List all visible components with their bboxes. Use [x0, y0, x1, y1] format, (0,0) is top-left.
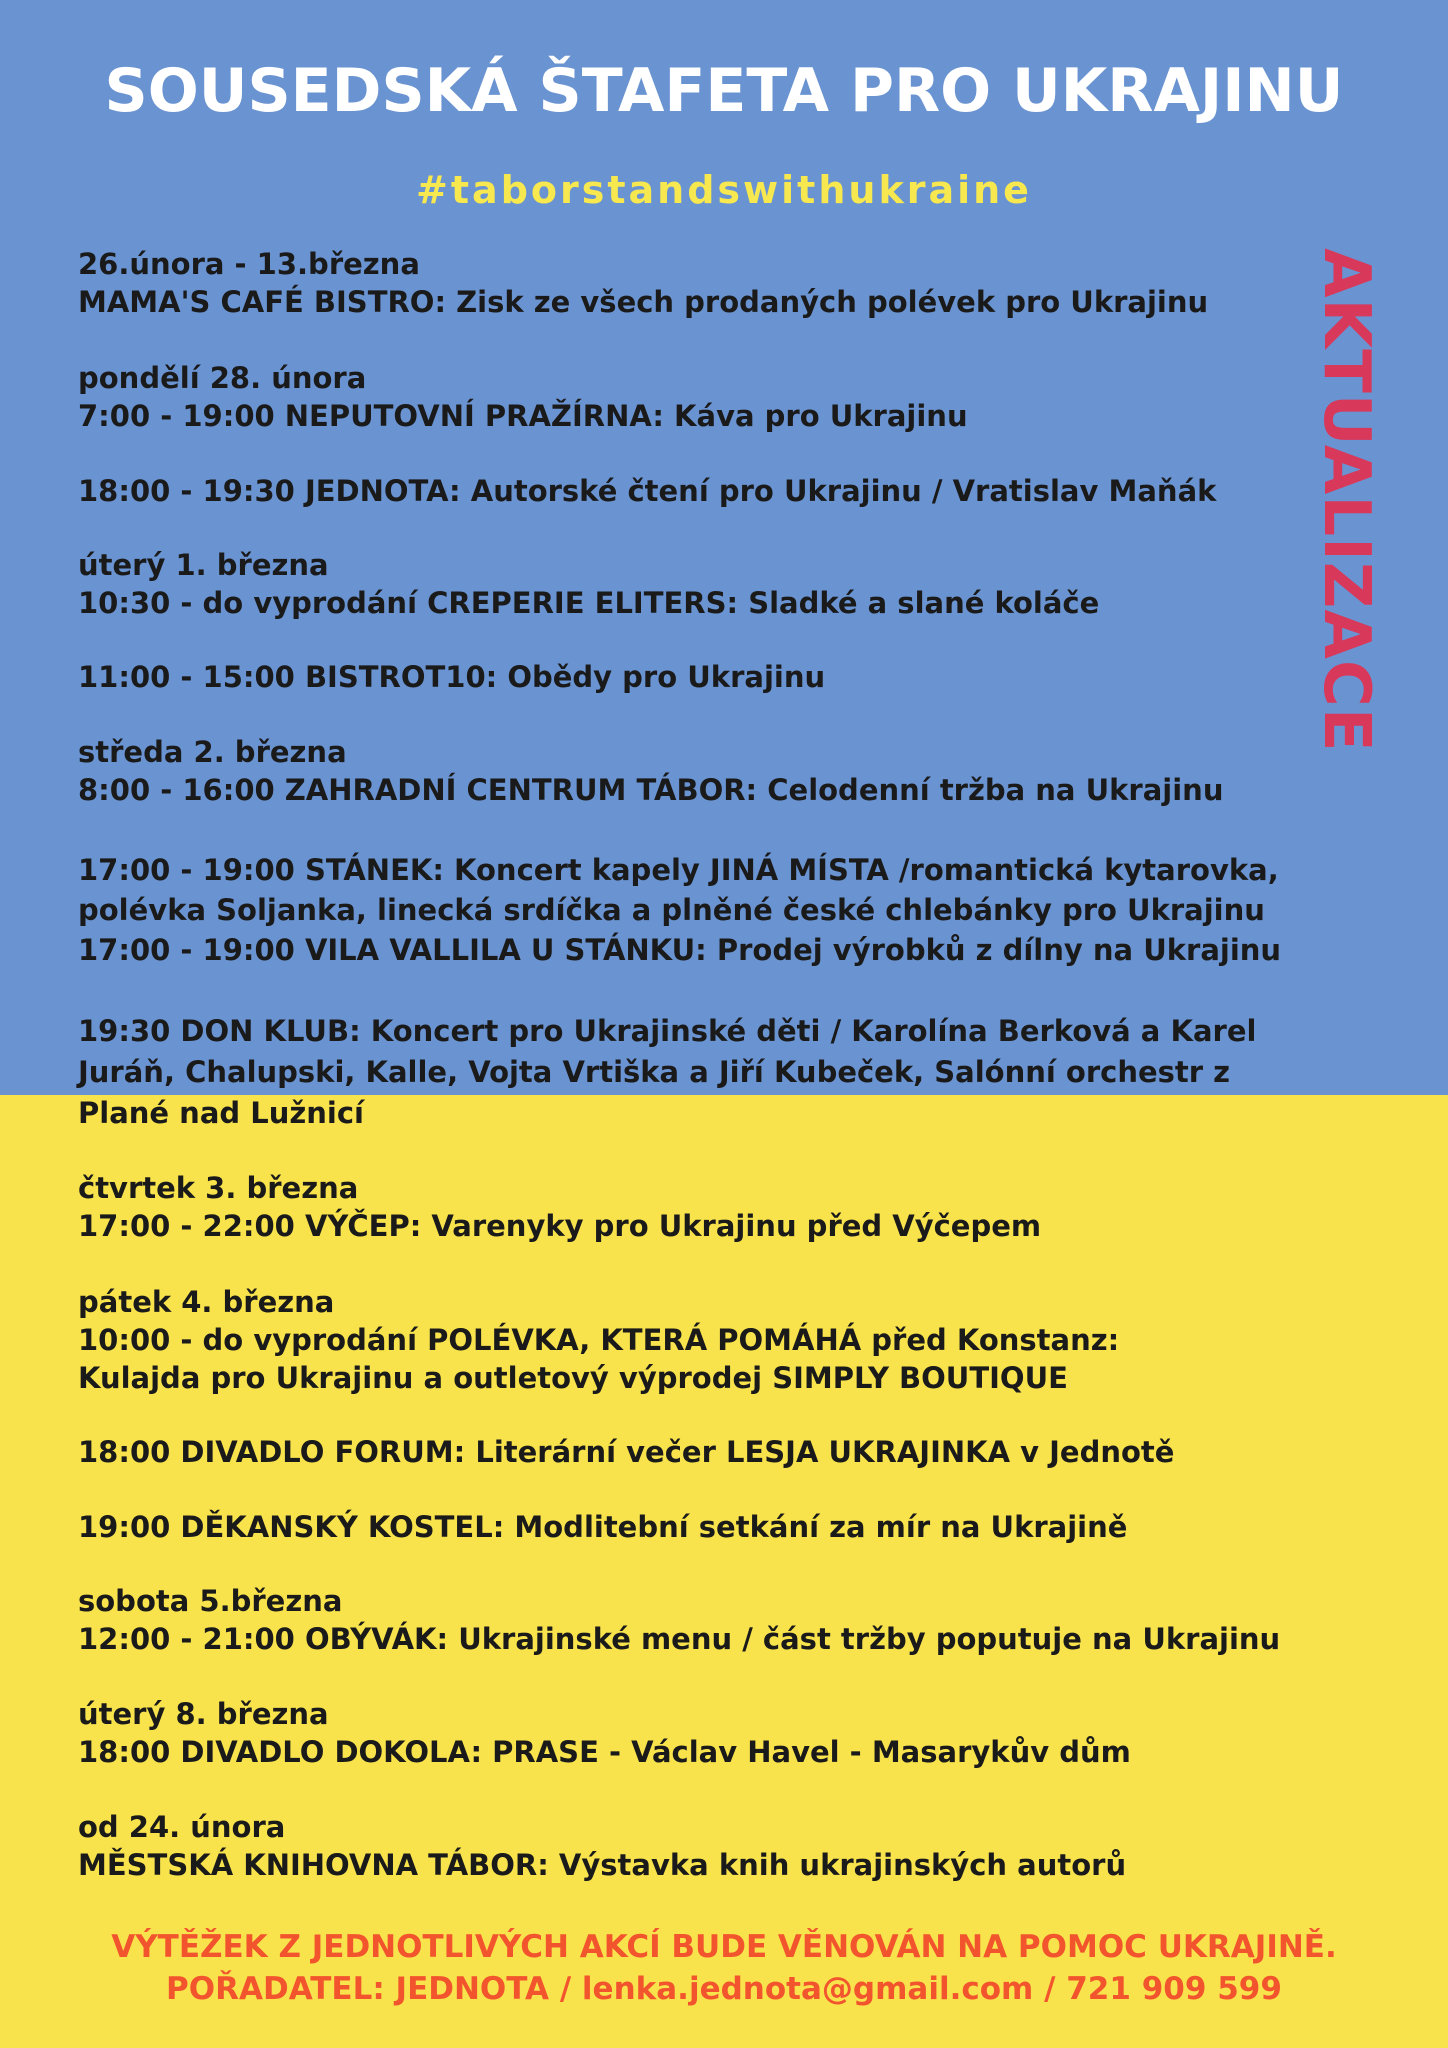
event-line: Juráň, Chalupski, Kalle, Vojta Vrtiška a Jiří Kubeček, Salónní orchestr z — [78, 1055, 1231, 1089]
date-heading: čtvrtek 3. března — [78, 1171, 359, 1205]
date-heading: 26.února - 13.března — [78, 247, 420, 281]
event-line: 18:00 DIVADLO FORUM: Literární večer LESJA UKRAJINKA v Jednotě — [78, 1435, 1175, 1469]
date-heading: úterý 8. března — [78, 1697, 329, 1731]
event-line: polévka Soljanka, linecká srdíčka a plněné české chlebánky pro Ukrajinu — [78, 893, 1265, 927]
update-label: AKTUALIZACE — [1309, 248, 1383, 753]
event-line: 11:00 - 15:00 BISTROT10: Obědy pro Ukrajinu — [78, 660, 826, 694]
event-line: MAMA'S CAFÉ BISTRO: Zisk ze všech prodaných polévek pro Ukrajinu — [78, 285, 1209, 319]
event-line: 19:30 DON KLUB: Koncert pro Ukrajinské děti / Karolína Berková a Karel — [78, 1014, 1257, 1048]
event-line: 7:00 - 19:00 NEPUTOVNÍ PRAŽÍRNA: Káva pro Ukrajinu — [78, 399, 968, 433]
event-line: Plané nad Lužnicí — [78, 1096, 364, 1130]
event-line: 18:00 - 19:30 JEDNOTA: Autorské čtení pro Ukrajinu / Vratislav Maňák — [78, 474, 1217, 508]
date-heading: úterý 1. března — [78, 548, 329, 582]
date-heading: sobota 5.března — [78, 1584, 343, 1618]
event-line: 10:00 - do vyprodání POLÉVKA, KTERÁ POMÁHÁ před Konstanz: — [78, 1323, 1120, 1357]
date-heading: pátek 4. března — [78, 1285, 335, 1319]
event-line: 18:00 DIVADLO DOKOLA: PRASE - Václav Havel - Masarykův dům — [78, 1735, 1131, 1769]
event-line: 17:00 - 19:00 STÁNEK: Koncert kapely JINÁ MÍSTA /romantická kytarovka, — [78, 853, 1279, 887]
event-line: 19:00 DĚKANSKÝ KOSTEL: Modlitební setkání za mír na Ukrajině — [78, 1510, 1128, 1544]
event-line: MĚSTSKÁ KNIHOVNA TÁBOR: Výstavka knih ukrajinských autorů — [78, 1848, 1127, 1882]
hashtag: #taborstandswithukraine — [416, 168, 1032, 212]
footer-organizer-contact: POŘADATEL: JEDNOTA / lenka.jednota@gmail.com / 721 909 599 — [166, 1971, 1282, 2007]
event-line: 17:00 - 22:00 VÝČEP: Varenyky pro Ukrajinu před Výčepem — [78, 1209, 1042, 1243]
date-heading: středa 2. března — [78, 735, 347, 769]
poster-title: SOUSEDSKÁ ŠTAFETA PRO UKRAJINU — [104, 56, 1344, 126]
event-line: 12:00 - 21:00 OBÝVÁK: Ukrajinské menu / část tržby poputuje na Ukrajinu — [78, 1622, 1281, 1656]
date-heading: pondělí 28. února — [78, 361, 367, 395]
event-line: 8:00 - 16:00 ZAHRADNÍ CENTRUM TÁBOR: Celodenní tržba na Ukrajinu — [78, 773, 1224, 807]
event-line: 17:00 - 19:00 VILA VALLILA U STÁNKU: Prodej výrobků z dílny na Ukrajinu — [78, 933, 1282, 967]
date-heading: od 24. února — [78, 1810, 286, 1844]
event-line: Kulajda pro Ukrajinu a outletový výprodej SIMPLY BOUTIQUE — [78, 1361, 1068, 1395]
event-line: 10:30 - do vyprodání CREPERIE ELITERS: Sladké a slané koláče — [78, 586, 1100, 620]
footer-proceeds-note: VÝTĚŽEK Z JEDNOTLIVÝCH AKCÍ BUDE VĚNOVÁN NA POMOC UKRAJINĚ. — [111, 1929, 1337, 1965]
